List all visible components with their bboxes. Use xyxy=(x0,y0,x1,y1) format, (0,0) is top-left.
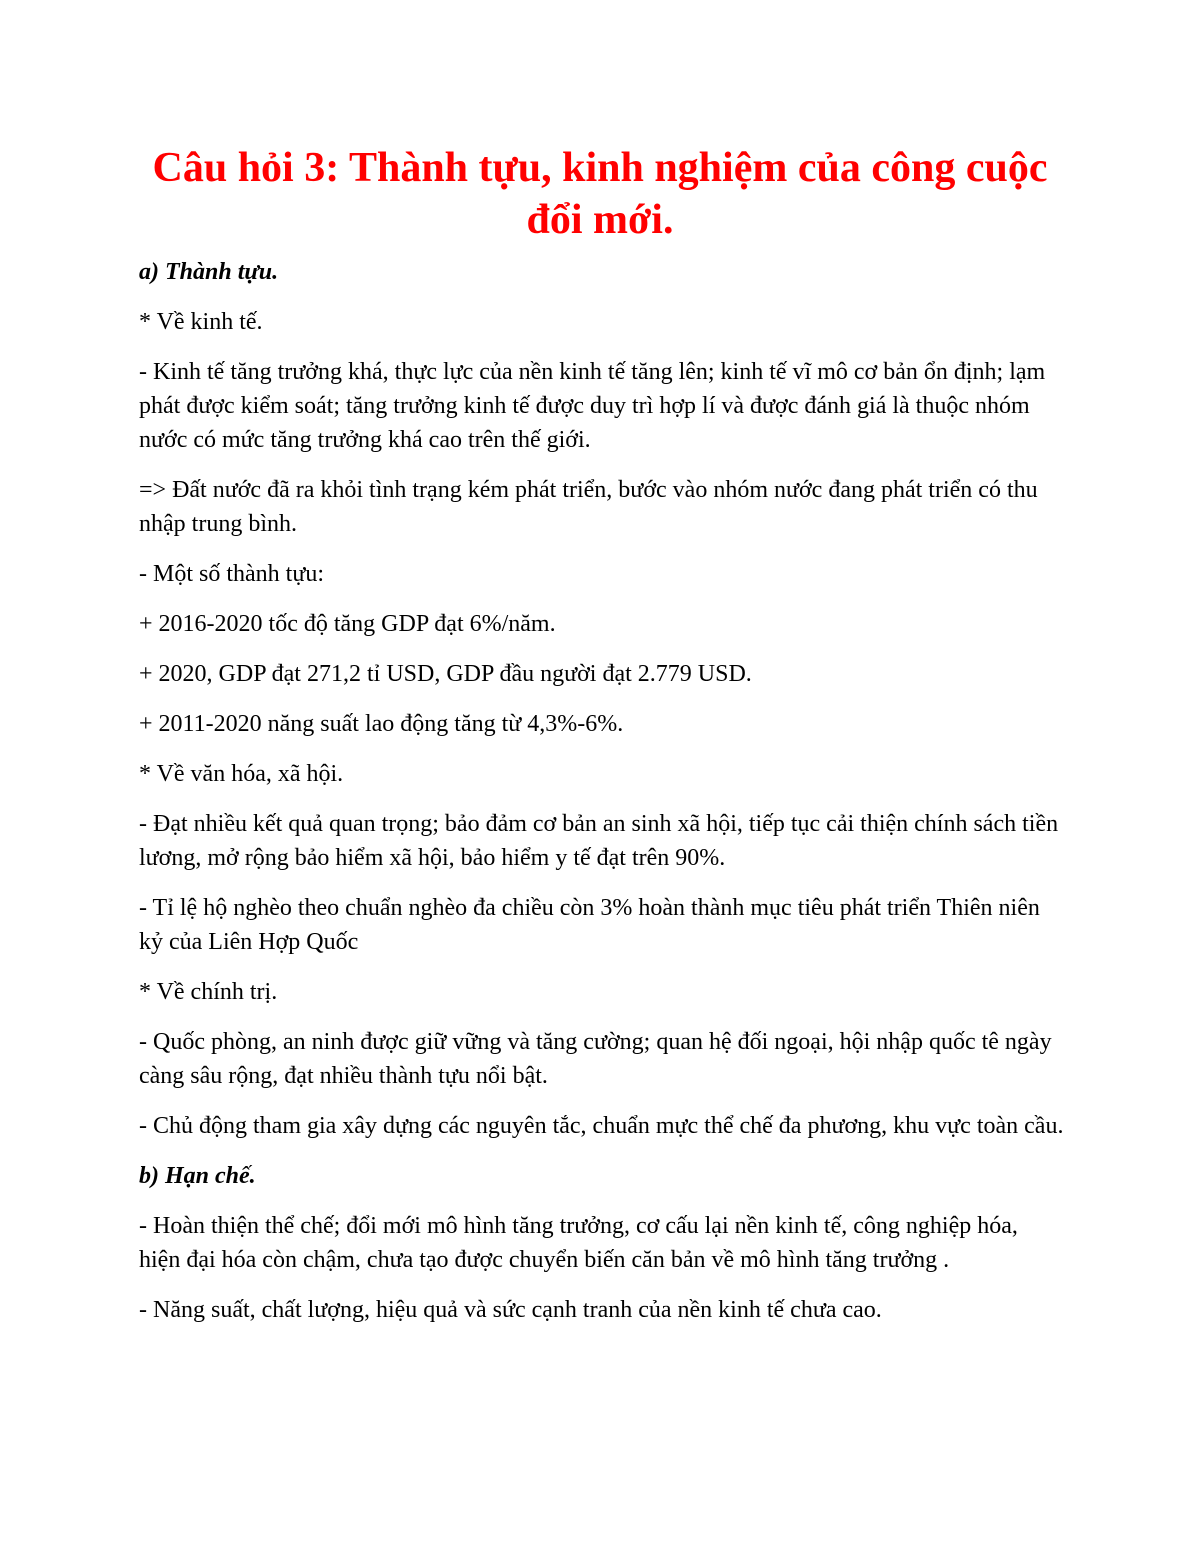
paragraph-achievements-intro: - Một số thành tựu: xyxy=(139,561,325,587)
paragraph-productivity-competitiveness: - Năng suất, chất lượng, hiệu quả và sức cạnh tranh của nền kinh tế chưa cao. xyxy=(139,1297,882,1323)
paragraph-social-security: - Đạt nhiều kết quả quan trọng; bảo đảm cơ bản an sinh xã hội, tiếp tục cải thiện chính sách tiền lương, mở rộng bảo hiểm xã hội, bảo hiểm y tế đạt trên 90%. xyxy=(139,811,1059,871)
paragraph-economy-growth: - Kinh tế tăng trưởng khá, thực lực của nền kinh tế tăng lên; kinh tế vĩ mô cơ bản ổn định; lạm phát được kiểm soát; tăng trưởng kinh tế được duy trì hợp lí và được đánh giá là thuộc nhóm nước có mức tăng trưởng khá cao trên thế giới. xyxy=(139,359,1046,453)
subheading-politics: * Về chính trị. xyxy=(139,979,278,1005)
paragraph-poverty-rate: - Tỉ lệ hộ nghèo theo chuẩn nghèo đa chiều còn 3% hoàn thành mục tiêu phát triển Thiên niên kỷ của Liên Hợp Quốc xyxy=(139,895,1040,955)
paragraph-economy-conclusion: => Đất nước đã ra khỏi tình trạng kém phát triển, bước vào nhóm nước đang phát triển có thu nhập trung bình. xyxy=(139,477,1038,537)
list-item-gdp-2020: + 2020, GDP đạt 271,2 tỉ USD, GDP đầu người đạt 2.779 USD. xyxy=(139,661,752,687)
section-heading-limitations: b) Hạn chế. xyxy=(139,1163,256,1189)
section-heading-achievements: a) Thành tựu. xyxy=(139,259,279,285)
document-title: Câu hỏi 3: Thành tựu, kinh nghiệm của công cuộc đổi mới. xyxy=(152,145,1048,243)
subheading-culture-society: * Về văn hóa, xã hội. xyxy=(139,761,344,787)
list-item-gdp-growth: + 2016-2020 tốc độ tăng GDP đạt 6%/năm. xyxy=(139,611,556,637)
list-item-labor-productivity: + 2011-2020 năng suất lao động tăng từ 4,3%-6%. xyxy=(139,711,624,737)
subheading-economy: * Về kinh tế. xyxy=(139,309,263,335)
paragraph-multilateral-institutions: - Chủ động tham gia xây dựng các nguyên tắc, chuẩn mực thể chế đa phương, khu vực toàn cầu. xyxy=(139,1113,1064,1139)
document-body xyxy=(139,255,1064,1343)
paragraph-institutional-reform: - Hoàn thiện thể chế; đổi mới mô hình tăng trưởng, cơ cấu lại nền kinh tế, công nghiệp hóa, hiện đại hóa còn chậm, chưa tạo được chuyển biến căn bản về mô hình tăng trưởng . xyxy=(139,1213,1018,1273)
paragraph-defense-foreign-relations: - Quốc phòng, an ninh được giữ vững và tăng cường; quan hệ đối ngoại, hội nhập quốc tê ngày càng sâu rộng, đạt nhiều thành tựu nổi bật. xyxy=(139,1029,1052,1089)
